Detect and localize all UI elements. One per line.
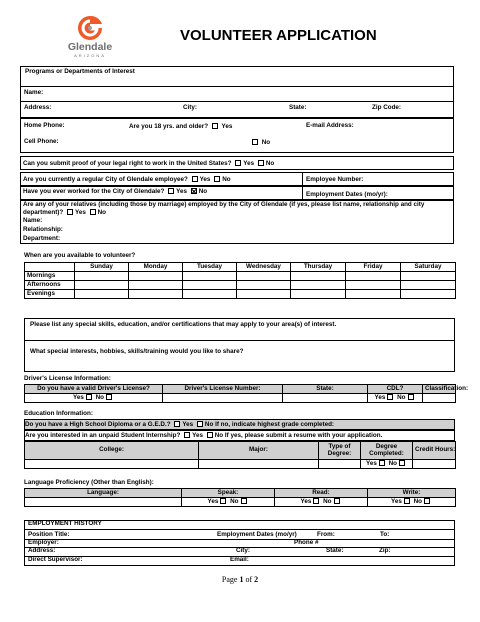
age-no: No [250,139,270,146]
emp-city-label[interactable]: City: [236,547,250,554]
page-number: Page 1 of 2 [221,575,259,584]
speak-no-checkbox[interactable] [241,498,247,504]
education-table: College: Major: Type of Degree: Degree Completed: Credit Hours: Yes No [24,441,456,469]
write-no-checkbox[interactable] [424,498,430,504]
relationship-label[interactable]: Relationship: [23,226,63,233]
cdl-yes-checkbox[interactable] [387,394,393,400]
from-label[interactable]: From: [317,531,335,538]
relatives-no-checkbox[interactable] [90,209,96,215]
internship-question: Are you interested in an unpaid Student Internship? Yes No If yes, please submit a resume with your application. [25,432,383,439]
age-yes-checkbox[interactable] [212,123,218,129]
language-heading: Language Proficiency (Other than English): [24,479,154,486]
day-wednesday: Wednesday [237,263,291,272]
employee-question: Are you currently a regular City of Glendale employee? Yes No [23,176,231,183]
home-phone-label[interactable]: Home Phone: [24,122,65,129]
license-state-header: State: [283,385,368,394]
employee-number-label[interactable]: Employee Number: [306,176,364,183]
logo-sub: ARIZONA [74,53,106,58]
glendale-g-icon [75,14,105,42]
city-logo [60,14,120,58]
availability-table [24,262,456,299]
degree-type-header: Type of Degree: [319,442,361,460]
time-mornings: Mornings [25,272,75,281]
emp-state-label[interactable]: State: [326,547,344,554]
day-sunday: Sunday [75,263,129,272]
license-yes-checkbox[interactable] [86,394,92,400]
emp-dates-label: Employment Dates (mo/yr) [217,531,297,538]
skills-question[interactable]: Please list any special skills, education, and/or certifications that may apply to your area(s) of interest. [30,321,337,328]
supervisor-label[interactable]: Direct Supervisor: [28,556,83,563]
logo-brand: Glendale [67,41,113,53]
day-friday: Friday [346,263,401,272]
relatives-question: Are any of your relatives (including those by marriage) employed by the City of Glendale (if yes, please list name, relationship and city department)? Yes No [23,201,425,216]
worked-question: Have you ever worked for the City of Glendale? Yes No [23,188,208,195]
diploma-yes-checkbox[interactable] [174,421,180,427]
internship-yes-checkbox[interactable] [184,432,190,438]
read-header: Read: [275,489,368,498]
degree-no-checkbox[interactable] [399,460,405,466]
write-header: Write: [368,489,456,498]
college-header: College: [25,442,199,460]
emp-zip-label[interactable]: Zip: [379,547,391,554]
license-table: Do you have a valid Driver's License? Driver's License Number: State: CDL? Classification: Yes No Yes No [24,384,456,403]
city-label[interactable]: City: [183,104,197,111]
emp-address-label[interactable]: Address: [28,547,56,554]
education-heading: Education Information: [24,410,93,417]
major-header: Major: [199,442,319,460]
employee-no-checkbox[interactable] [214,176,220,182]
department-label[interactable]: Department: [23,235,61,242]
diploma-no-checkbox[interactable] [197,421,203,427]
worked-yes-checkbox[interactable] [168,188,174,194]
proof-yes-checkbox[interactable] [235,160,241,166]
day-monday: Monday [129,263,183,272]
name-label[interactable]: Name: [24,89,44,96]
position-label[interactable]: Position Title: [28,531,70,538]
license-number-header: Driver's License Number: [163,385,283,394]
phone-section [20,118,454,153]
speak-header: Speak: [182,489,275,498]
to-label[interactable]: To: [380,531,390,538]
phone-label[interactable]: Phone # [294,539,319,546]
worked-no-checkbox[interactable] [191,188,197,194]
age-question: Are you 18 yrs. and older? Yes [129,123,233,130]
language-table: Language: Speak: Read: Write: Yes No Yes No Yes No [24,488,456,507]
page-title: VOLUNTEER APPLICATION [180,27,377,44]
relatives-yes-checkbox[interactable] [67,209,73,215]
age-no-checkbox[interactable] [252,139,258,145]
emp-email-label[interactable]: Email: [230,556,249,563]
write-yes-checkbox[interactable] [404,498,410,504]
day-tuesday: Tuesday [183,263,237,272]
zip-label[interactable]: Zip Code: [372,104,402,111]
time-evenings: Evenings [25,290,75,299]
employment-heading: EMPLOYMENT HISTORY [28,520,102,527]
cdl-no-checkbox[interactable] [408,394,414,400]
internship-no-checkbox[interactable] [207,432,213,438]
license-no-checkbox[interactable] [106,394,112,400]
programs-label: Programs or Departments of Interest [25,68,135,75]
license-valid-header: Do you have a valid Driver's License? [25,385,163,394]
day-saturday: Saturday [401,263,456,272]
proof-no-checkbox[interactable] [258,160,264,166]
cell-phone-label[interactable]: Cell Phone: [24,138,59,145]
diploma-question: Do you have a High School Diploma or a G.E.D.? Yes No If no, indicate highest grade completed: [25,421,335,428]
address-label[interactable]: Address: [24,104,52,111]
availability-question: When are you available to volunteer? [24,252,136,259]
day-thursday: Thursday [291,263,346,272]
proof-question: Can you submit proof of your legal right to work in the United States? Yes No [23,160,275,167]
state-label[interactable]: State: [289,104,307,111]
speak-yes-checkbox[interactable] [220,498,226,504]
read-yes-checkbox[interactable] [313,498,319,504]
employee-yes-checkbox[interactable] [192,176,198,182]
relative-name-label[interactable]: Name: [23,217,43,224]
license-class-header: Classification: [423,385,456,394]
employment-dates-label[interactable]: Employment Dates (mo/yr): [306,191,388,198]
degree-completed-header: Degree Completed: [361,442,413,460]
language-header: Language: [25,489,182,498]
license-cdl-header: CDL? [368,385,423,394]
license-heading: Driver's License Information: [24,375,111,382]
time-afternoons: Afternoons [25,281,75,290]
employer-label[interactable]: Employer: [28,539,59,546]
degree-yes-checkbox[interactable] [379,460,385,466]
interests-question[interactable]: What special interests, hobbies, skills/training would you like to share? [30,348,244,355]
email-label[interactable]: E-mail Address: [306,122,354,129]
credit-hours-header: Credit Hours: [413,442,456,460]
read-no-checkbox[interactable] [334,498,340,504]
